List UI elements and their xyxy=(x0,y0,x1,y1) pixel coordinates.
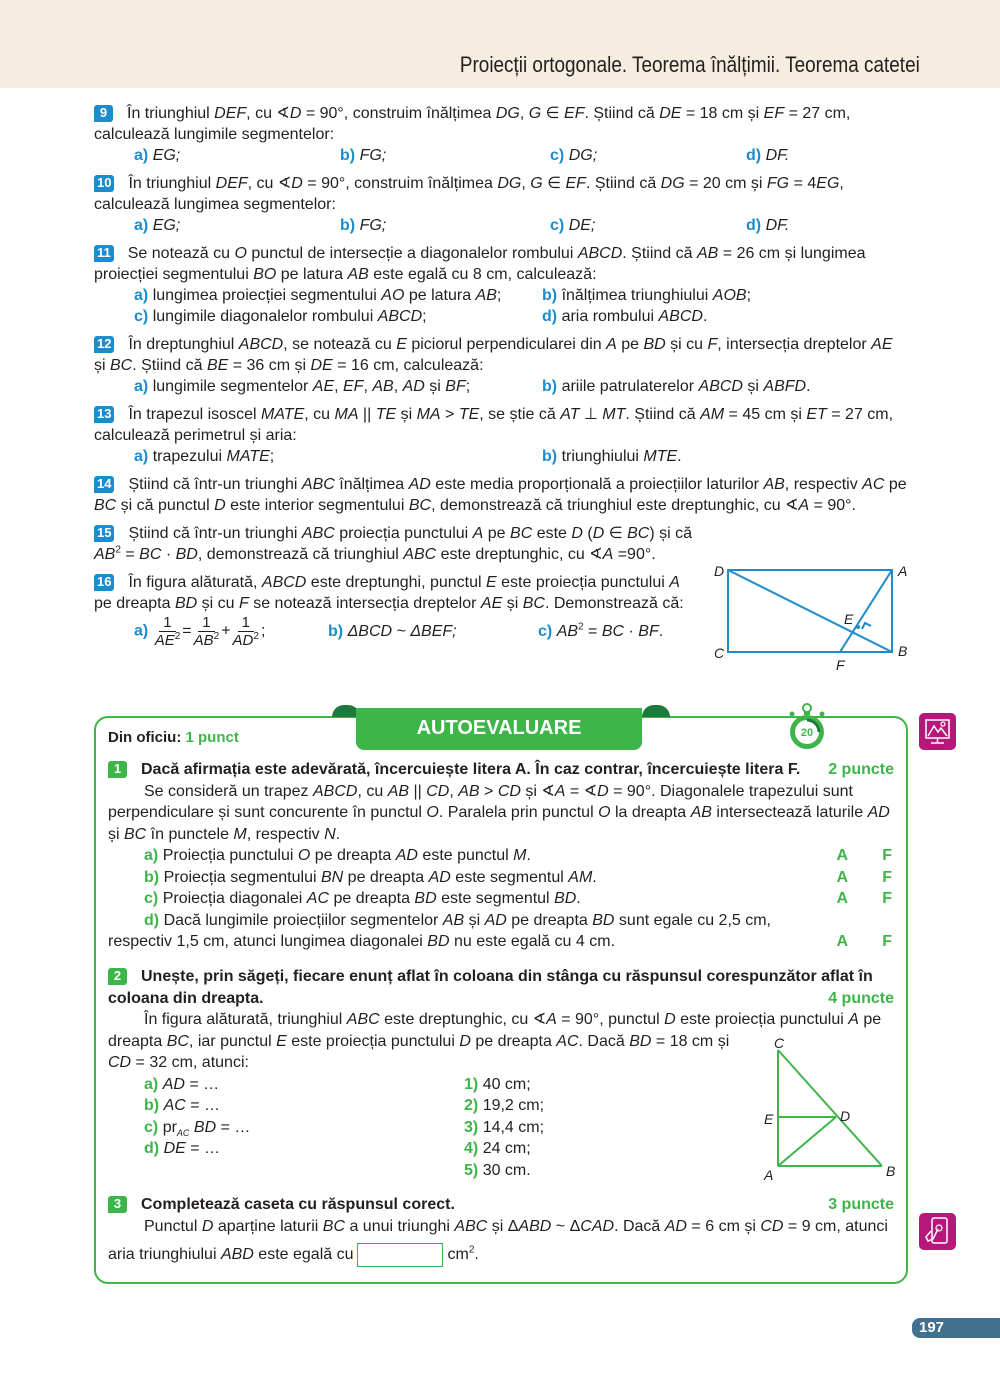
item-a: a) lungimile segmentelor AE, EF, AB, AD și BF; xyxy=(134,378,471,395)
question-points: 4 puncte xyxy=(828,989,894,1007)
right-item[interactable]: 5) 30 cm. xyxy=(464,1161,531,1179)
fraction: $\frac{1}{AB^2}$ xyxy=(193,614,220,649)
right-item[interactable]: 2) 19,2 cm; xyxy=(464,1097,545,1114)
exercise-items xyxy=(94,215,908,236)
item-b: b) triunghiului MTE. xyxy=(542,448,682,465)
svg-text:F: F xyxy=(836,657,845,673)
svg-text:A: A xyxy=(898,563,908,579)
left-item[interactable]: d) DE = … xyxy=(144,1140,221,1157)
exercise-11 xyxy=(94,243,908,327)
answer-line: aria triunghiului ABD este egală cu $cm^2$. xyxy=(108,1243,894,1267)
chapter-title: Proiecții ortogonale. Teorema înălțimii. Teorema catetei xyxy=(460,52,920,77)
exercise-items xyxy=(94,285,908,327)
item-a: a) EG; xyxy=(134,147,181,164)
item-c: c) DE; xyxy=(550,217,596,234)
item-b: b) ariile patrulaterelor ABCD și ABFD. xyxy=(542,378,811,395)
assessment-question-1 xyxy=(108,759,894,953)
statement-b: b) Proiecția segmentului BN pe dreapta AD este segmentul AM. A F xyxy=(108,867,894,889)
svg-text:E: E xyxy=(844,611,854,627)
exercise-number: 11 xyxy=(94,245,114,262)
svg-text:C: C xyxy=(774,1038,785,1051)
question-points: 3 puncte xyxy=(828,1196,894,1213)
statement-a: a) Proiecția punctului O pe dreapta AD este punctul M. A F xyxy=(108,845,894,867)
item-b: b) FG; xyxy=(340,147,387,164)
svg-text:20: 20 xyxy=(800,727,814,739)
svg-text:C: C xyxy=(714,645,725,661)
false-option[interactable]: F xyxy=(882,890,892,907)
left-item[interactable]: b) AC = … xyxy=(144,1097,221,1114)
svg-text:D: D xyxy=(714,563,725,579)
question-text: Punctul D aparține laturii BC a unui triunghi ABC și ΔABD ~ ΔCAD. Dacă AD = 6 cm și CD = 9 cm, atunci xyxy=(144,1217,888,1235)
exercise-15 xyxy=(94,523,714,565)
svg-text:A: A xyxy=(764,1167,774,1183)
exercise-items xyxy=(94,376,908,397)
exercise-number: 10 xyxy=(94,175,114,192)
fraction: $\frac{1}{AD^2}$ xyxy=(232,614,259,649)
question-points: 2 puncte xyxy=(828,761,894,778)
svg-text:E: E xyxy=(764,1111,774,1127)
right-item[interactable]: 4) 24 cm; xyxy=(464,1140,531,1157)
exercise-text: Știind că într-un triunghi ABC proiecția punctului A pe BC este D (D ∈ BC) și că $AB^2$ = BC · BD, demonstrează că triunghiul ABC este dreptunghic, cu ∢A =90°. xyxy=(94,525,693,563)
question-heading: Dacă afirmația este adevărată, încercuiește litera A. În caz contrar, încercuiește litera F. xyxy=(141,761,801,778)
item-a: a) trapezului MATE; xyxy=(134,448,275,465)
image-gallery-icon[interactable] xyxy=(919,713,956,750)
exercise-text: În figura alăturată, ABCD este dreptunghi, punctul E este proiecția punctului A pe dreapta BD și cu F se notează intersecția dreptelor AE și BC. Demonstrează că: xyxy=(94,574,684,612)
exercise-9 xyxy=(94,103,908,166)
item-d: d) aria rombului ABCD. xyxy=(542,308,708,325)
false-option[interactable]: F xyxy=(882,847,892,864)
right-triangle-figure xyxy=(760,1038,910,1183)
false-option[interactable]: F xyxy=(882,868,892,886)
exercise-items xyxy=(94,446,908,467)
exercise-16 xyxy=(94,572,714,649)
item-d: d) DF. xyxy=(746,147,790,164)
question-text: Se consideră un trapez ABCD, cu AB || CD, AB > CD și ∢A = ∢D = 90°. Diagonalele trapezului sunt perpendiculare și sunt concurente în punctul O. Paralela prin punctul O la dreapta AB intersectează laturile AD și BC în punctele M, respectiv N. xyxy=(108,782,890,843)
exercise-14 xyxy=(94,474,908,516)
exercise-number: 13 xyxy=(94,406,114,423)
true-option[interactable]: A xyxy=(836,933,848,950)
self-assessment-title: AUTOEVALUARE xyxy=(356,708,642,750)
left-item[interactable]: c) $pr_{AC}$ BD = … xyxy=(144,1118,251,1138)
right-item[interactable]: 1) 40 cm; xyxy=(464,1075,531,1093)
question-number: 1 xyxy=(108,761,127,778)
exercise-text: Se notează cu O punctul de intersecție a diagonalelor rombului ABCD. Știind că AB = 26 cm și lungimea proiecției segmentului BO pe latura AB este egală cu 8 cm, calculează: xyxy=(94,245,866,283)
exercise-number: 9 xyxy=(94,105,113,122)
exercise-13 xyxy=(94,404,908,467)
item-a: a) $\frac{1}{AE^2}$ = $\frac{1}{AB^2}$ + $\frac{1}{AD^2}$ ; xyxy=(134,614,266,649)
item-c: c) $AB^2$ = BC · BF. xyxy=(538,621,664,640)
assessment-question-3 xyxy=(108,1194,894,1267)
item-b: b) înălțimea triunghiului AOB; xyxy=(542,287,752,304)
exercise-text: În triunghiul DEF, cu ∢D = 90°, construim înălțimea DG, G ∈ EF. Știind că DE = 18 cm și EF = 27 cm, calculează lungimile segmentelor: xyxy=(94,105,851,143)
banner-ear-right xyxy=(642,705,670,717)
true-option[interactable]: A xyxy=(836,890,848,907)
exercise-number: 16 xyxy=(94,574,114,591)
exercise-text: În dreptunghiul ABCD, se notează cu E piciorul perpendicularei din A pe BD și cu F, intersecția dreptelor AE și BC. Știind că BE = 36 cm și DE = 16 cm, calculează: xyxy=(94,336,893,374)
true-option[interactable]: A xyxy=(836,868,848,886)
exercise-text: În trapezul isoscel MATE, cu MA || TE și MA > TE, se știe că AT ⊥ MT. Știind că AM = 45 cm și ET = 27 cm, calculează perimetrul și aria: xyxy=(94,406,894,444)
rectangle-figure xyxy=(710,562,915,677)
right-item[interactable]: 3) 14,4 cm; xyxy=(464,1118,545,1136)
true-option[interactable]: A xyxy=(836,847,848,864)
ex-officio-points: Din oficiu: 1 punct xyxy=(108,729,239,746)
touch-device-icon[interactable] xyxy=(919,1213,956,1250)
exercise-text: În triunghiul DEF, cu ∢D = 90°, construim înălțimea DG, G ∈ EF. Știind că DG = 20 cm și FG = 4EG, calculează lungimea segmentelor: xyxy=(94,175,844,213)
page-number: 197 xyxy=(912,1318,1000,1338)
exercise-items xyxy=(94,145,908,166)
item-c: c) DG; xyxy=(550,147,598,164)
question-number: 2 xyxy=(108,968,127,985)
svg-text:D: D xyxy=(840,1108,851,1124)
exercise-number: 14 xyxy=(94,476,114,493)
exercise-number: 15 xyxy=(94,525,114,542)
stopwatch-icon xyxy=(783,700,831,752)
exercise-text: Știind că într-un triunghi ABC înălțimea AD este media proporțională a proiecțiilor laturilor AB, respectiv AC pe BC și că punctul D este interior segmentului BC, demonstrează că triunghiul este dreptunghic, cu ∢A = 90°. xyxy=(94,476,907,514)
item-b: b) FG; xyxy=(340,217,387,234)
answer-input-box[interactable] xyxy=(357,1243,443,1267)
exercise-number: 12 xyxy=(94,336,114,353)
item-a: a) EG; xyxy=(134,217,181,234)
svg-text:B: B xyxy=(886,1163,896,1179)
question-heading: Completează caseta cu răspunsul corect. xyxy=(141,1196,455,1213)
exercise-12 xyxy=(94,334,908,397)
exercise-items xyxy=(94,614,714,649)
svg-text:B: B xyxy=(898,643,908,659)
item-c: c) lungimile diagonalelor rombului ABCD; xyxy=(134,308,427,325)
statement-c: c) Proiecția diagonalei AC pe dreapta BD este segmentul BD. A F xyxy=(108,888,894,910)
right-column xyxy=(464,1074,664,1182)
left-item[interactable]: a) AD = … xyxy=(144,1075,220,1093)
false-option[interactable]: F xyxy=(882,933,892,950)
item-b: b) ΔBCD ~ ΔBEF; xyxy=(328,623,457,640)
question-heading: Unește, prin săgeți, fiecare enunț aflat în coloana din stânga cu răspunsul corespunzător aflat în coloana din dreapta. xyxy=(108,968,873,1007)
statement-d: d) Dacă lungimile proiecțiilor segmentelor AB și AD pe dreapta BD sunt egale cu 2,5 cm, respectiv 1,5 cm, atunci lungimea diagonalei BD nu este egală cu 4 cm. A F xyxy=(108,910,894,953)
exercise-10 xyxy=(94,173,908,236)
left-column xyxy=(144,1074,464,1182)
question-text: În figura alăturată, triunghiul ABC este dreptunghic, cu ∢A = 90°, punctul D este proiecția punctului A pe dreapta BC, iar punctul E este proiecția punctului D pe dreapta AC. Dacă BD = 18 cm și CD = 32 cm, atunci: xyxy=(108,1011,882,1071)
question-number: 3 xyxy=(108,1196,127,1213)
fraction: $\frac{1}{AE^2}$ xyxy=(154,614,181,649)
item-a: a) lungimea proiecției segmentului AO pe latura AB; xyxy=(134,287,502,304)
item-d: d) DF. xyxy=(746,217,790,234)
